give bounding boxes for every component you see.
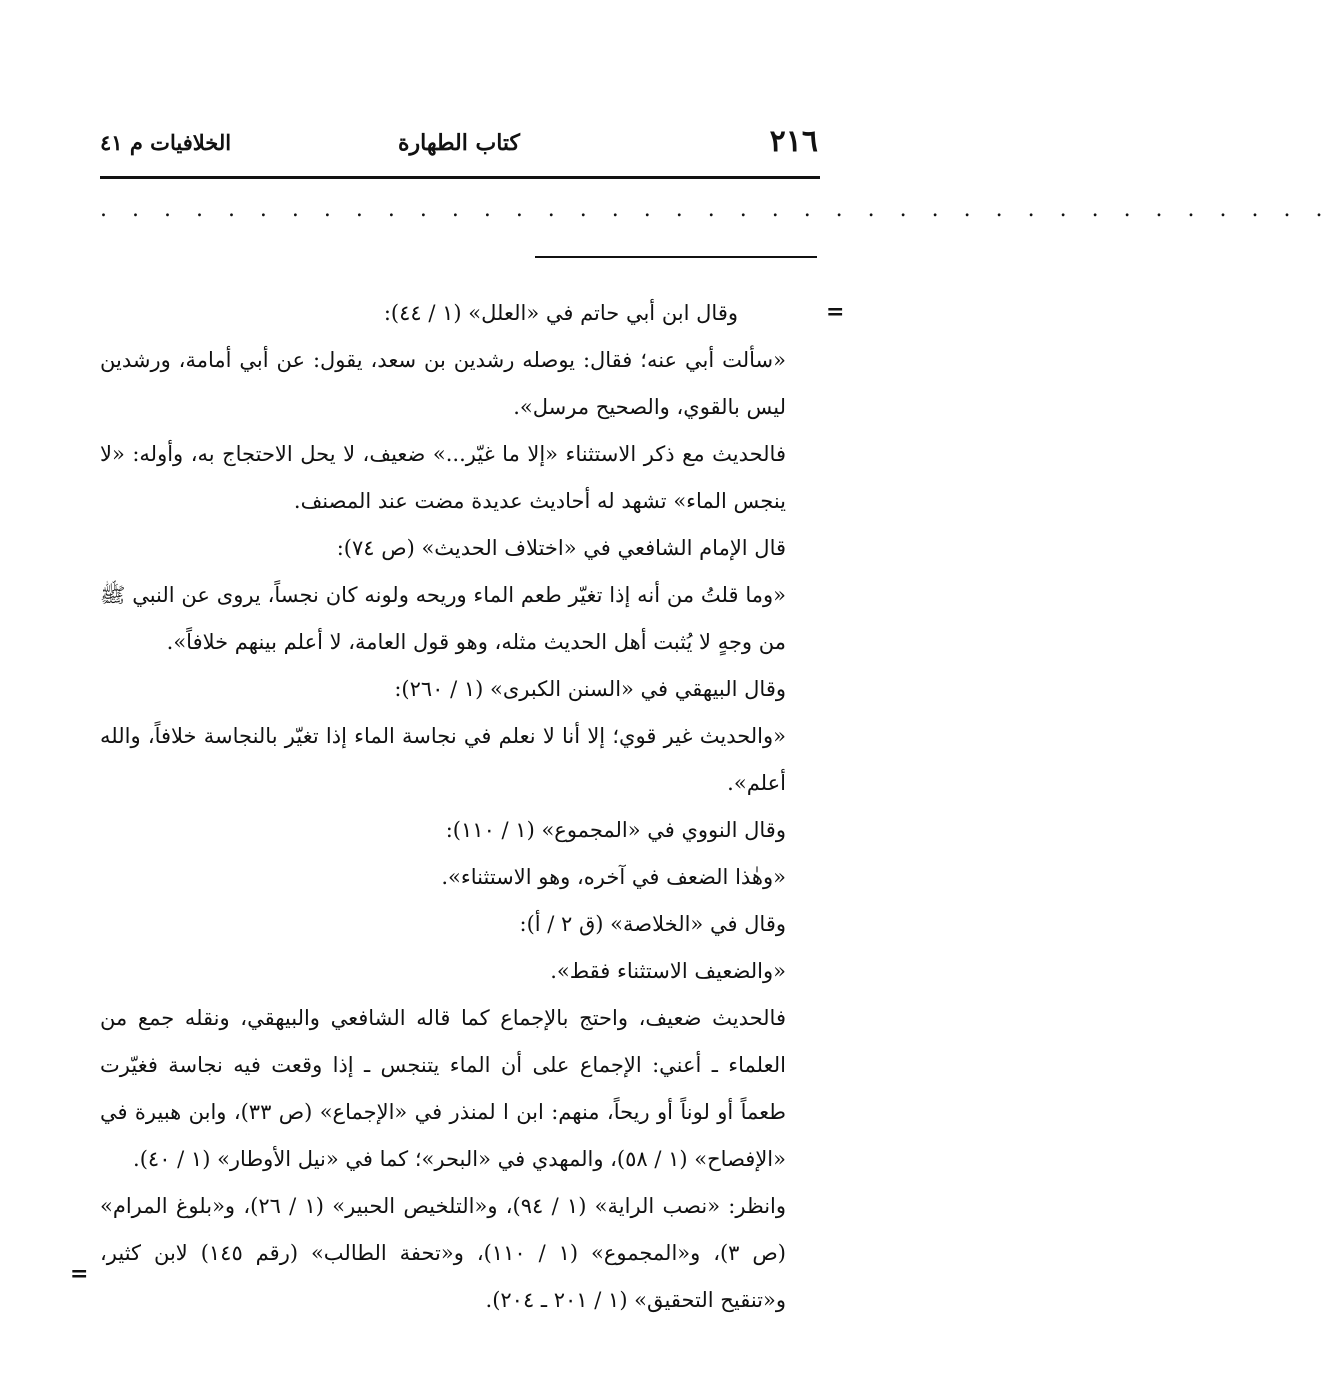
- references-paragraph: وانظر: «نصب الراية» (١ / ٩٤)، و«التلخيص الحبير» (١ / ٢٦)، و«بلوغ المرام» (ص ٣)، و«المجموع» (١ / ١١٠)، و«تحفة الطالب» (رقم ١٤٥) لابن كثير، و«تنقيح التحقيق» (١ / ٢٠١ ـ ٢٠٤).: [100, 1194, 787, 1312]
- quote-paragraph: «سألت أبي عنه؛ فقال: يوصله رشدين بن سعد، يقول: عن أبي أمامة، ورشدين ليس بالقوي، والصحيح مرسل».: [100, 348, 786, 419]
- dotted-separator: . . . . . . . . . . . . . . . . . . . . . . . . . . . . . . . . . . . . . . .: [100, 197, 1331, 222]
- paragraph: قال الإمام الشافعي في «اختلاف الحديث» (ص ٧٤):: [336, 536, 786, 560]
- quote-paragraph: «وهٰذا الضعف في آخره، وهو الاستثناء».: [441, 865, 786, 889]
- page-header: [100, 124, 818, 168]
- continuation-mark-bottom: =: [70, 1261, 89, 1287]
- footnote-body: [100, 290, 818, 1324]
- paragraph: فالحديث مع ذكر الاستثناء «إلا ما غيّر...» ضعيف، لا يحل الاحتجاج به، وأوله: «لا ينجس الماء» تشهد له أحاديث عديدة مضت عند المصنف.: [100, 442, 786, 513]
- quote-paragraph: «والحديث غير قوي؛ إلا أنا لا نعلم في نجاسة الماء إذا تغيّر بالنجاسة خلافاً، والله أعلم».: [100, 724, 786, 795]
- quote-paragraph: «والضعيف الاستثناء فقط».: [550, 959, 786, 983]
- header-rule: [100, 176, 820, 179]
- paragraph: وقال في «الخلاصة» (ق ٢ / أ):: [519, 912, 786, 936]
- page-number: ٢١٦: [769, 124, 818, 159]
- footnote-rule: [535, 256, 817, 258]
- paragraph: وقال ابن أبي حاتم في «العلل» (١ / ٤٤):: [383, 301, 738, 325]
- continuation-mark-top: =: [826, 299, 845, 325]
- book-reference: الخلافيات م ٤١: [100, 130, 232, 155]
- paragraph: فالحديث ضعيف، واحتج بالإجماع كما قاله الشافعي والبيهقي، ونقله جمع من العلماء ـ أعني: الإجماع على أن الماء يتنجس ـ إذا وقعت فيه نجاسة فغيّرت طعماً أو لوناً أو ريحاً، منهم: ابن ا لمنذر في «الإجماع» (ص ٣٣)، وابن هبيرة في «الإفصاح» (١ / ٥٨)، والمهدي في «البحر»؛ كما في «نيل الأوطار» (١ / ٤٠).: [100, 1006, 786, 1171]
- paragraph: وقال البيهقي في «السنن الكبرى» (١ / ٢٦٠):: [394, 677, 786, 701]
- paragraph: وقال النووي في «المجموع» (١ / ١١٠):: [445, 818, 786, 842]
- quote-paragraph: «وما قلتُ من أنه إذا تغيّر طعم الماء وريحه ولونه كان نجساً، يروى عن النبي ﷺ من وجهٍ لا يُثبت أهل الحديث مثله، وهو قول العامة، لا أعلم بينهم خلافاً».: [100, 583, 786, 654]
- chapter-title: كتاب الطهارة: [397, 130, 521, 156]
